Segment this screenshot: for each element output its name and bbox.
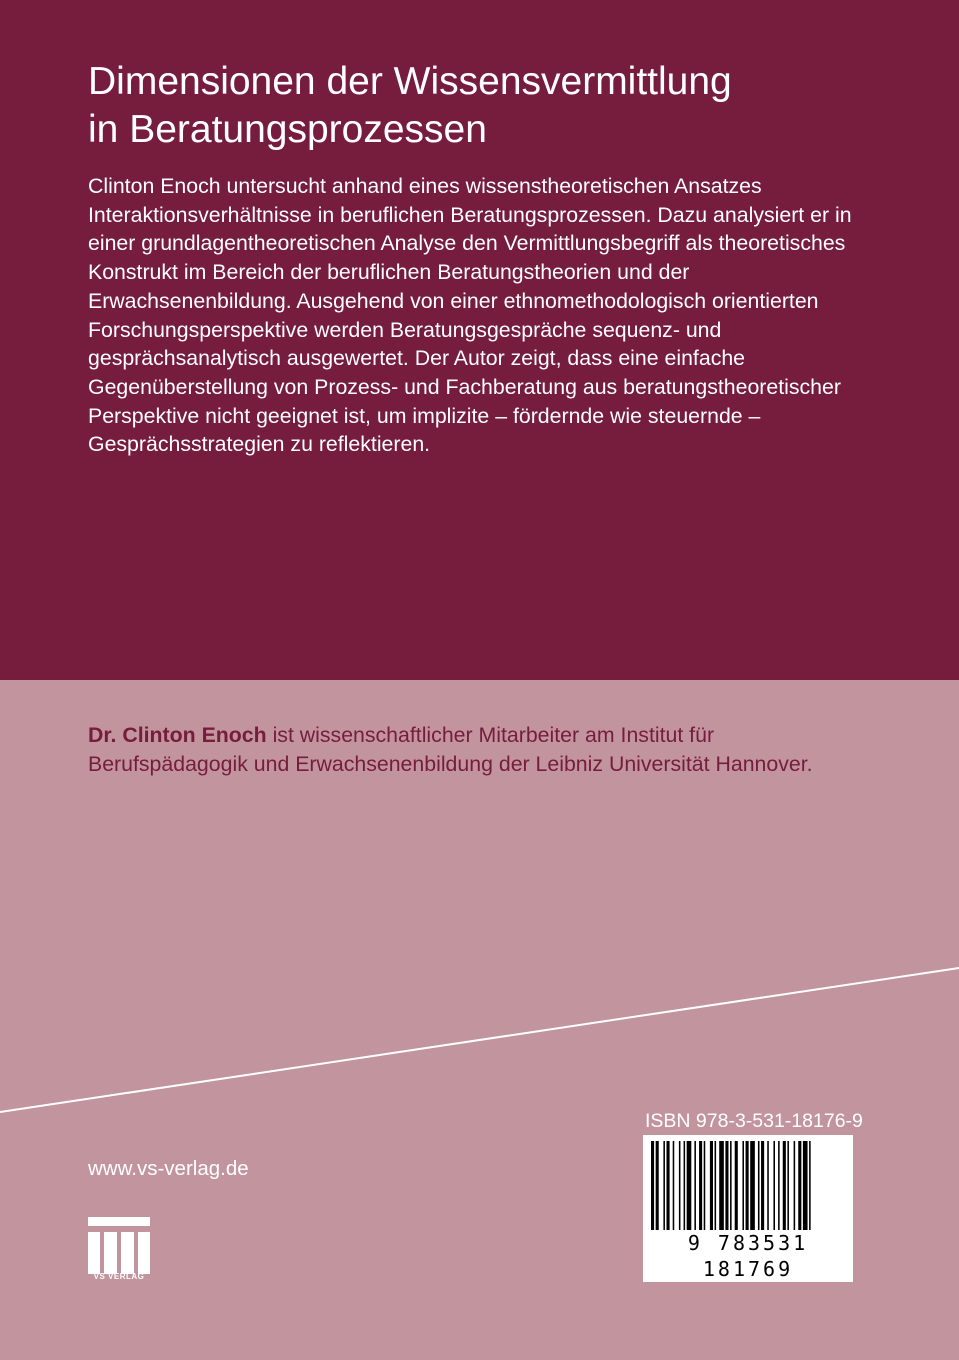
diagonal-divider-line: [0, 965, 959, 1115]
barcode: [643, 1135, 853, 1282]
title-line-1: Dimensionen der Wissensvermittlung: [88, 60, 732, 103]
isbn-label: ISBN 978-3-531-18176-9: [645, 1110, 863, 1132]
author-name: Dr. Clinton Enoch: [88, 723, 267, 747]
barcode-number: 9 783531 181769: [643, 1230, 853, 1282]
title-line-2: in Beratungsprozessen: [88, 108, 487, 151]
abstract-text: Clinton Enoch untersucht anhand eines wissenstheoretischen Ansatzes Interaktionsverhältnisse in beruflichen Beratungsprozessen. Dazu analysiert er in einer grundlagentheoretischen Analyse den Vermittlungsbegriff als theoretisches Konstrukt im Bereich der beruflichen Beratungstheorien und der Erwachsenenbildung. Ausgehend von einer ethnomethodologisch orientierten Forschungsperspektive werden Beratungsgespräche sequenz- und gesprächsanalytisch ausgewertet. Der Autor zeigt, dass eine einfache Gegenüberstellung von Prozess- und Fachberatung aus beratungstheoretischer Perspektive nicht geeignet ist, um implizite – fördernde wie steuernde – Gesprächsstrategien zu reflektieren.: [88, 174, 852, 457]
publisher-logo-text: VS VERLAG: [93, 1272, 145, 1281]
author-bio-text: ist wissenschaftlicher Mitarbeiter am Institut für Berufspädagogik und Erwachsenenbildung der Leibniz Universität Hannover.: [88, 723, 813, 776]
author-bio: [88, 721, 848, 778]
book-title: [88, 58, 908, 154]
publisher-website-link[interactable]: www.vs-verlag.de: [88, 1157, 249, 1180]
